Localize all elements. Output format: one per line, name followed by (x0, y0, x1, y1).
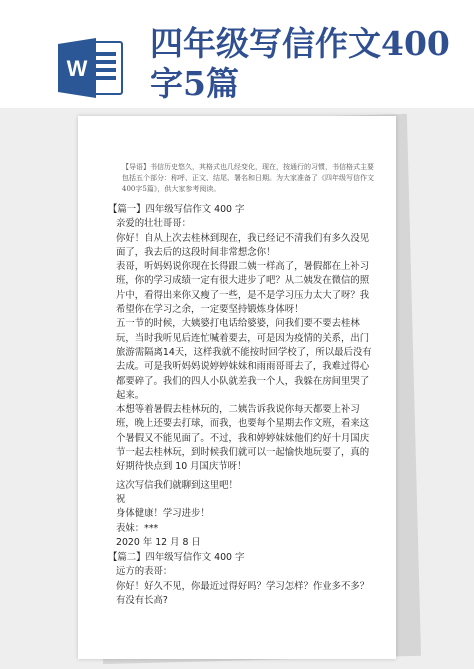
svg-text:W: W (66, 56, 88, 81)
document-content (108, 162, 374, 608)
salutation: 亲爱的壮壮哥哥： (116, 218, 192, 230)
body-paragraph: 本想等着暑假去桂林玩的，二姨告诉我说你每天都要上补习班，晚上还要去打球，而我，也要每个星期去作文班，看来这个暑假又不能见面了。不过，我和婷婷妹妹他们约好十月国庆节一起去桂林玩，到时候我们就可以一起愉快地玩耍了，真的好期待快点到 10 月国庆节呀！ (116, 404, 370, 473)
body-paragraph: 表哥，听妈妈说你现在长得跟二姨一样高了，暑假都在上补习班，你的学习成绩一定有很大进步了吧？从二姨发在微信的照片中，看得出来你又瘦了一些，是不是学习压力太大了呀？我希望你在学习之余，一定要坚持锻炼身体呀！ (116, 261, 370, 316)
closing-wish: 祝 (116, 493, 126, 505)
body-paragraph: 你好！好久不见，你最近过得好吗？学习怎样？作业多不多？有没有长高? (116, 580, 370, 607)
closing-wish-text: 身体健康！学习进步！ (116, 508, 210, 520)
section-heading-1: 【篇一】四年级写信作文 400 字 (108, 204, 245, 215)
body-paragraph: 你好！自从上次去桂林到现在，我已经记不清我们有多久没见面了，我去后的这段时间非常想念你！ (116, 232, 370, 258)
date: 2020 年 12 月 8 日 (116, 536, 201, 548)
document-title: 四年级写信作文400字5篇 (150, 24, 450, 103)
header (0, 0, 474, 108)
salutation: 远方的表哥： (116, 566, 173, 578)
word-icon (58, 36, 124, 100)
section-heading-2: 【篇二】四年级写信作文 400 字 (108, 552, 245, 564)
body-paragraph: 五一节的时候，大姨婆打电话给婆婆，问我们要不要去桂林玩，当时我听见后连忙喊着要去，可是因为疫情的关系，出门旅游需隔离14天，这样我就不能按时回学校了，所以最后没有去成。可是我听妈妈说婷婷妹妹和雨雨哥哥去了，我难过得心都要碎了。我们的四人小队就差我一个人，我躲在房间里哭了起来。 (116, 318, 372, 401)
guide-text: 【导语】书信历史悠久，其格式也几经变化，现在，按通行的习惯，书信格式主要包括五个部分：称呼、正文、结尾、署名和日期。为大家准备了《四年级写信作文400字5篇》，供大家参考阅读。 (122, 163, 374, 193)
signature: 表妹：*** (116, 522, 159, 534)
closing-line: 这次写信我们就聊到这里吧！ (116, 479, 238, 491)
